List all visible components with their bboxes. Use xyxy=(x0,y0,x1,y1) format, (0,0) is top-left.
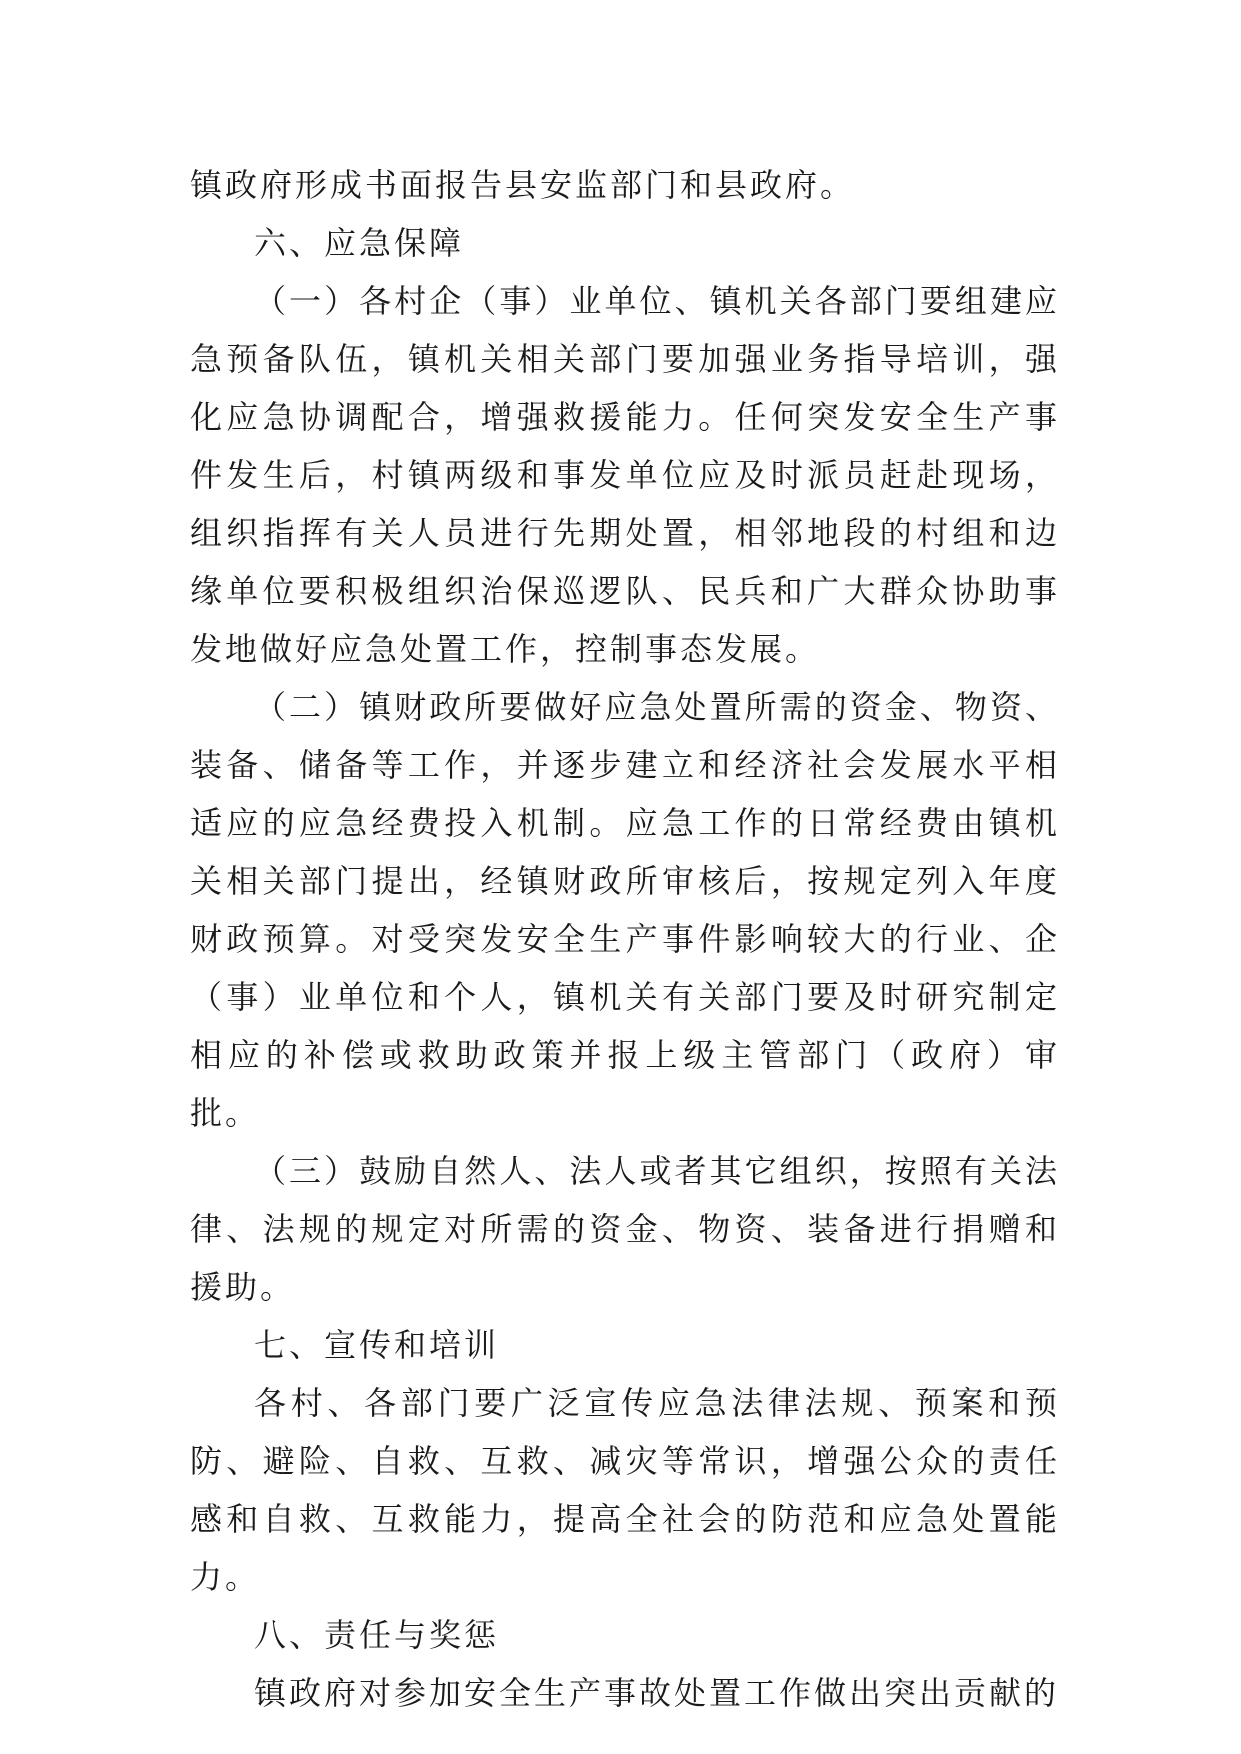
document-body xyxy=(190,156,1060,1722)
section-heading-publicity-training: 七、宣传和培训 xyxy=(254,1326,500,1364)
section-heading-responsibility: 八、责任与奖惩 xyxy=(254,1616,500,1654)
paragraph-emergency-funding: （二）镇财政所要做好应急处置所需的资金、物资、装备、储备等工作，并逐步建立和经济社会发展水平相适应的应急经费投入机制。应急工作的日常经费由镇机关相关部门提出，经镇财政所审核后，按规定列入年度财政预算。对受突发安全生产事件影响较大的行业、企（事）业单位和个人，镇机关有关部门要及时研究制定相应的补偿或救助政策并报上级主管部门（政府）审批。 xyxy=(190,688,1060,1132)
paragraph-publicity: 各村、各部门要广泛宣传应急法律法规、预案和预防、避险、自救、互救、减灾等常识，增强公众的责任感和自救、互救能力，提高全社会的防范和应急处置能力。 xyxy=(190,1384,1060,1596)
paragraph-donations: （三）鼓励自然人、法人或者其它组织，按照有关法律、法规的规定对所需的资金、物资、装备进行捐赠和援助。 xyxy=(190,1152,1060,1306)
paragraph-continuation: 镇政府形成书面报告县安监部门和县政府。 xyxy=(190,166,856,204)
section-heading-emergency-support: 六、应急保障 xyxy=(254,224,465,262)
paragraph-rewards: 镇政府对参加安全生产事故处置工作做出突出贡献的 xyxy=(254,1674,1060,1712)
paragraph-emergency-teams: （一）各村企（事）业单位、镇机关各部门要组建应急预备队伍，镇机关相关部门要加强业务指导培训，强化应急协调配合，增强救援能力。任何突发安全生产事件发生后，村镇两级和事发单位应及时派员赶赴现场，组织指挥有关人员进行先期处置，相邻地段的村组和边缘单位要积极组织治保巡逻队、民兵和广大群众协助事发地做好应急处置工作，控制事态发展。 xyxy=(190,282,1060,668)
